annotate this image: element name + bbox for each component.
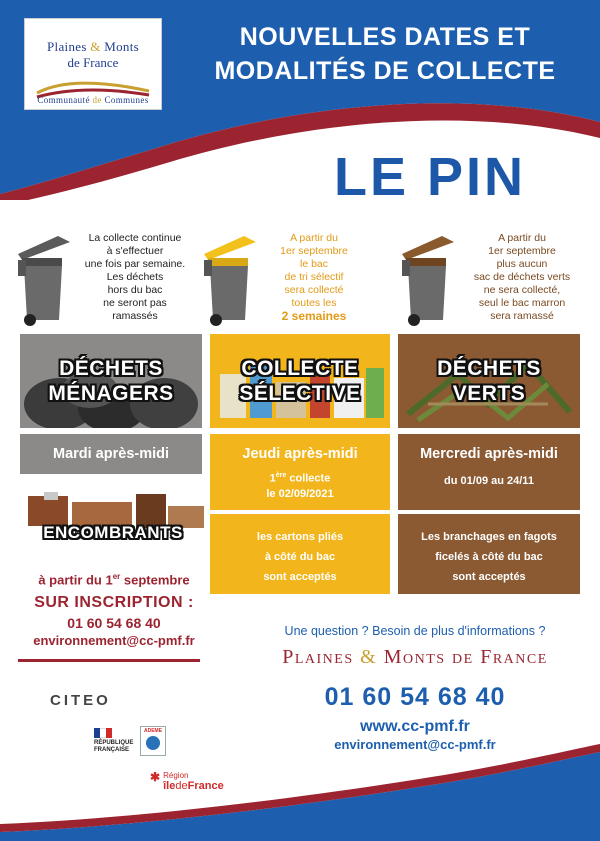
note-dechets-verts: Les branchages en fagots ficelés à côté du bac sont acceptés (398, 514, 580, 594)
republique-francaise-logo: RÉPUBLIQUE FRANÇAISE (94, 728, 134, 754)
bin-grey-text: La collecte continue à s'effectuer une fois par semaine. Les déchets hors du bac ne seront pas ramassés (84, 232, 186, 322)
brown-lid-bin-icon (398, 232, 460, 333)
bin-brown-text: A partir du 1er septembre plus aucun sac de déchets verts ne sera collecté, seul le bac marron sera ramassé (473, 232, 571, 322)
day-dechets-verts: Mercredi après-midi du 01/09 au 24/11 (398, 434, 580, 510)
commune-name: LE PIN (333, 147, 527, 207)
french-flag-icon (94, 728, 112, 738)
contact-organization: Plaines & Monts de France (282, 646, 548, 668)
encombrants-email[interactable]: environnement@cc-pmf.fr (33, 633, 195, 648)
contact-email[interactable]: environnement@cc-pmf.fr (334, 737, 496, 752)
yellow-lid-bin-icon (200, 232, 262, 333)
grey-bin-icon (14, 232, 76, 333)
day-dechets-menagers: Mardi après-midi (20, 434, 202, 474)
footer-waves (0, 740, 600, 841)
tile-dechets-verts: DÉCHETS VERTS (398, 334, 580, 428)
region-idf-logo: ✱ Région îledeFrance (150, 770, 224, 792)
note-collecte-selective: les cartons pliés à côté du bac sont acceptés (210, 514, 390, 594)
tile-dechets-menagers: DÉCHETS MÉNAGERS (20, 334, 202, 428)
contact-question: Une question ? Besoin de plus d'informations ? (284, 624, 546, 638)
encombrants-inscription: SUR INSCRIPTION : (34, 594, 194, 611)
citeo-logo: CITEO (50, 692, 111, 709)
contact-website[interactable]: www.cc-pmf.fr (360, 718, 470, 735)
encombrants-phone[interactable]: 01 60 54 68 40 (67, 615, 161, 631)
contact-phone[interactable]: 01 60 54 68 40 (324, 683, 506, 711)
page-title: NOUVELLES DATES ET MODALITÉS DE COLLECTE (214, 23, 556, 85)
ademe-logo: ADEME (140, 726, 166, 756)
encombrants-banner: ENCOMBRANTS (18, 492, 208, 554)
region-star-icon: ✱ (150, 770, 161, 784)
cc-pmf-logo: Plaines & Monts de France Communauté de Communes (24, 18, 162, 110)
bin-yellow-text: A partir du 1er septembre le bac de tri sélectif sera collecté toutes les 2 semaines (280, 232, 348, 323)
tile-collecte-selective: COLLECTE SÉLECTIVE (210, 334, 390, 428)
encombrants-divider (18, 659, 200, 662)
encombrants-date: à partir du 1er septembre (38, 572, 190, 588)
day-collecte-selective: Jeudi après-midi 1ère collecte le 02/09/2021 (210, 434, 390, 510)
